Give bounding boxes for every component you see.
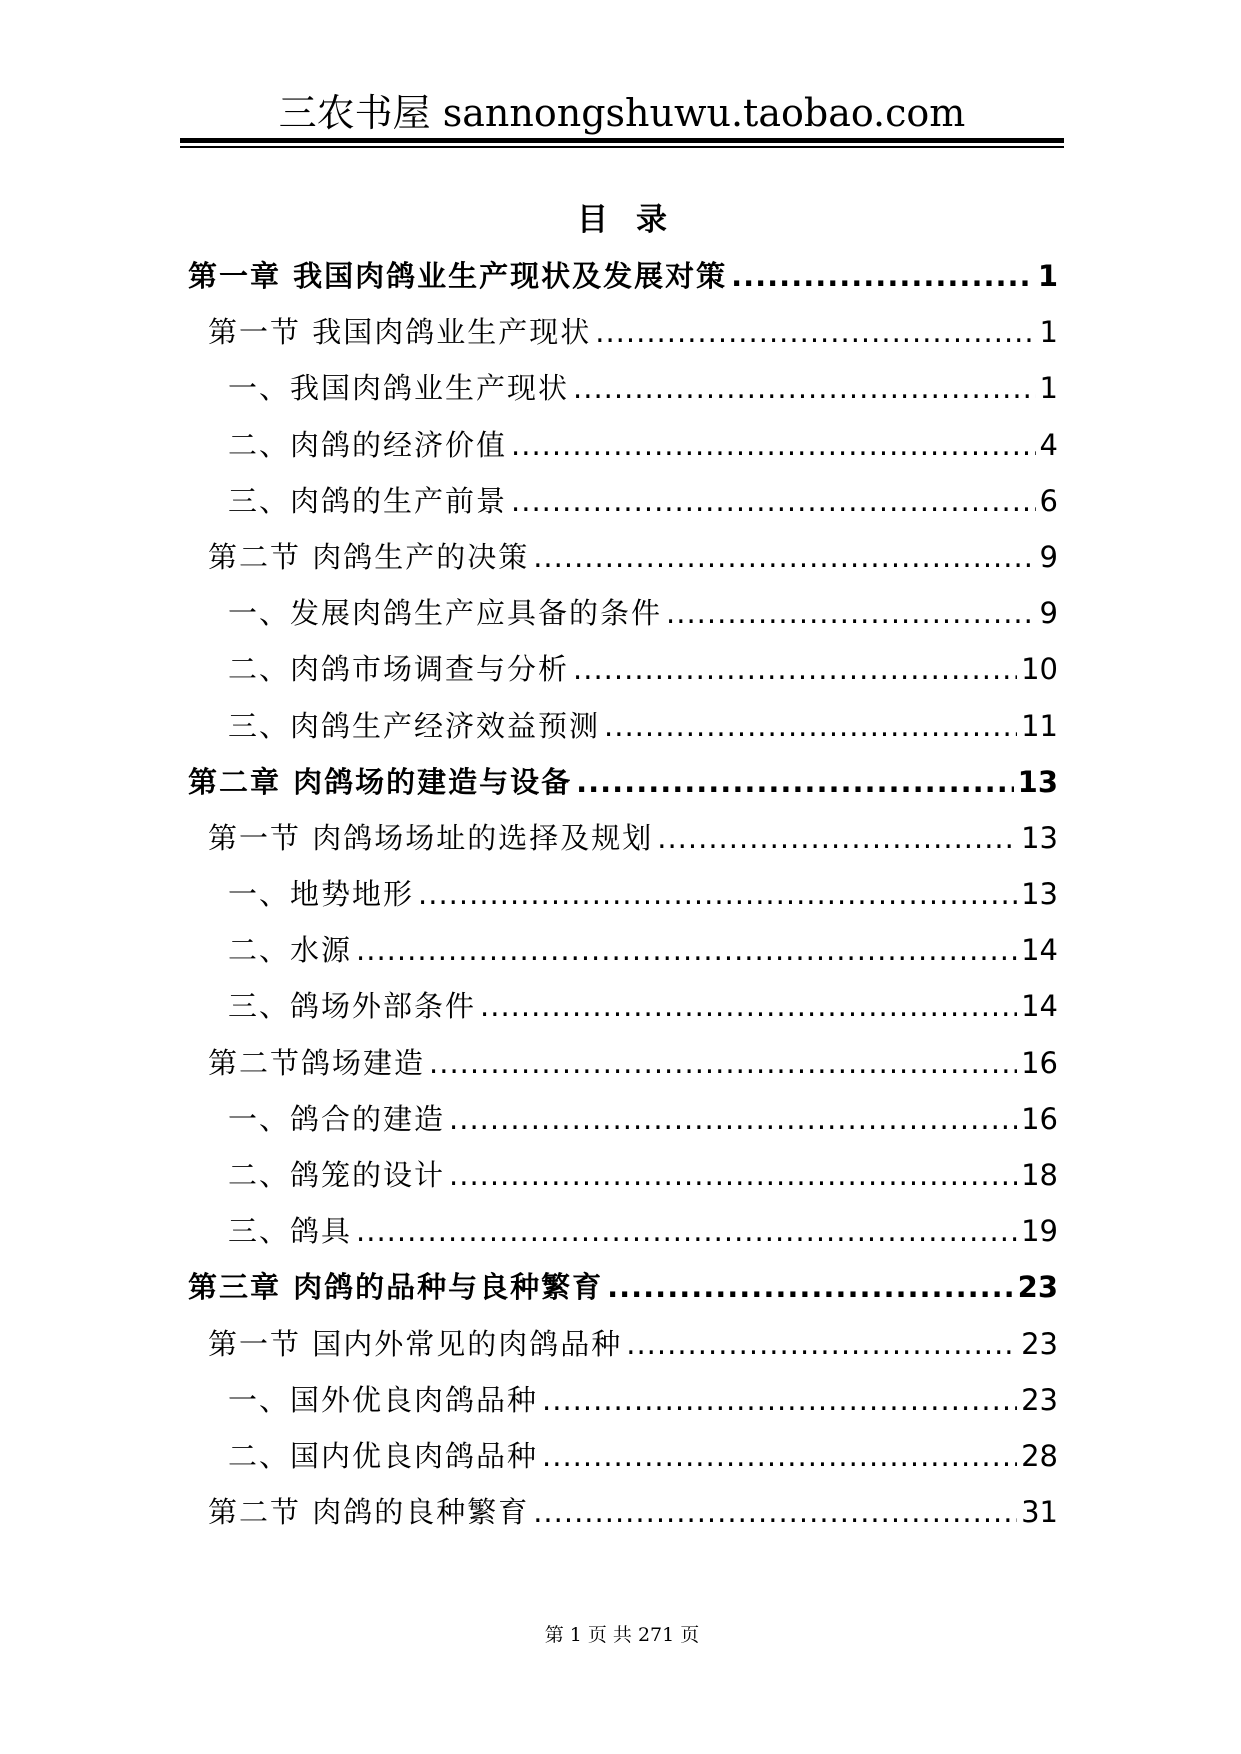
- toc-entry-page: 13: [1021, 820, 1058, 855]
- toc-entry-label: 第一节 我国肉鸽业生产现状: [208, 315, 592, 350]
- toc-entry-section[interactable]: [188, 535, 1058, 591]
- toc-entry-subsection[interactable]: [188, 423, 1058, 479]
- toc-entry-page: 23: [1021, 1382, 1058, 1417]
- toc-entry-label: 第一章 我国肉鸽业生产现状及发展对策: [188, 259, 728, 293]
- toc-entry-label: 二、肉鸽的经济价值: [228, 427, 508, 462]
- toc-entry-label: 第二章 肉鸽场的建造与设备: [188, 764, 573, 799]
- toc-entry-page: 14: [1021, 933, 1058, 968]
- toc-entry-label: 二、鸽笼的设计: [228, 1158, 446, 1192]
- toc-entry-chapter[interactable]: [188, 1265, 1058, 1321]
- toc-leader-dots: [626, 1327, 1017, 1361]
- toc-entry-label: 一、国外优良肉鸽品种: [228, 1382, 539, 1417]
- header-rule-thick: [180, 138, 1064, 143]
- toc-leader-dots: [533, 540, 1035, 574]
- page-header: 三农书屋 sannongshuwu.taobao.com: [278, 91, 966, 135]
- toc-entry-page: 16: [1021, 1101, 1058, 1136]
- toc-entry-page: 4: [1039, 427, 1058, 462]
- toc-entry-subsection[interactable]: [188, 1209, 1058, 1265]
- toc-leader-dots: [542, 1439, 1017, 1473]
- toc-leader-dots: [573, 371, 1036, 405]
- toc-entry-page: 11: [1021, 708, 1058, 743]
- toc-entry-page: 23: [1021, 1326, 1058, 1361]
- toc-entry-subsection[interactable]: [188, 1378, 1058, 1434]
- toc-entry-subsection[interactable]: [188, 984, 1058, 1040]
- toc-entry-label: 第一节 国内外常见的肉鸽品种: [208, 1326, 623, 1361]
- toc-entry-label: 第一节 肉鸽场场址的选择及规划: [208, 820, 654, 855]
- toc-entry-section[interactable]: [188, 1322, 1058, 1378]
- toc-entry-page: 9: [1039, 539, 1058, 574]
- toc-entry-label: 第二节 肉鸽生产的决策: [208, 539, 530, 574]
- toc-entry-page: 16: [1021, 1045, 1058, 1080]
- toc-entry-subsection[interactable]: [188, 872, 1058, 928]
- toc-leader-dots: [657, 821, 1017, 855]
- toc-leader-dots: [511, 484, 1036, 518]
- toc-leader-dots: [356, 933, 1017, 967]
- toc-entry-subsection[interactable]: [188, 704, 1058, 760]
- toc-leader-dots: [607, 1270, 1014, 1304]
- toc-entry-subsection[interactable]: [188, 591, 1058, 647]
- toc-entry-label: 第二节鸽场建造: [208, 1045, 426, 1080]
- toc-entry-label: 二、肉鸽市场调查与分析: [228, 652, 570, 687]
- toc-entry-section[interactable]: [188, 816, 1058, 872]
- toc-leader-dots: [731, 259, 1034, 293]
- toc-leader-dots: [418, 877, 1017, 911]
- toc-entry-label: 三、鸽具: [228, 1214, 353, 1249]
- toc-entry-page: 13: [1017, 764, 1058, 799]
- toc-entry-subsection[interactable]: [188, 366, 1058, 422]
- toc-entry-label: 一、我国肉鸽业生产现状: [228, 371, 570, 406]
- toc-entry-subsection[interactable]: [188, 1434, 1058, 1490]
- toc-entry-page: 9: [1039, 596, 1058, 631]
- toc-entry-label: 三、肉鸽的生产前景: [228, 483, 508, 518]
- toc-entry-page: 6: [1039, 483, 1058, 518]
- toc-entry-label: 一、发展肉鸽生产应具备的条件: [228, 596, 663, 631]
- toc-entry-chapter[interactable]: [188, 760, 1058, 816]
- page-footer: 第 1 页 共 271 页: [544, 1624, 700, 1646]
- toc-leader-dots: [429, 1046, 1017, 1080]
- toc-entry-label: 三、鸽场外部条件: [228, 989, 477, 1024]
- toc-leader-dots: [576, 765, 1014, 799]
- toc-leader-dots: [449, 1102, 1017, 1136]
- toc-leader-dots: [480, 989, 1017, 1023]
- toc-entry-section[interactable]: [188, 310, 1058, 366]
- toc-entry-page: 13: [1021, 877, 1058, 912]
- toc-leader-dots: [449, 1158, 1017, 1192]
- toc-entry-page: 18: [1021, 1158, 1058, 1192]
- toc-entry-subsection[interactable]: [188, 1153, 1058, 1209]
- toc-leader-dots: [511, 428, 1036, 462]
- toc-entry-page: 31: [1021, 1495, 1058, 1530]
- toc-leader-dots: [356, 1214, 1017, 1248]
- header-rule-thin: [180, 146, 1064, 148]
- toc-entry-chapter[interactable]: [188, 254, 1058, 310]
- toc-entry-label: 一、地势地形: [228, 877, 415, 912]
- toc-entry-subsection[interactable]: [188, 928, 1058, 984]
- toc-entry-page: 23: [1017, 1270, 1058, 1305]
- toc-entry-label: 第二节 肉鸽的良种繁育: [208, 1495, 530, 1530]
- toc-entry-page: 1: [1037, 259, 1058, 293]
- toc-entry-page: 1: [1039, 371, 1058, 406]
- toc-entry-label: 二、国内优良肉鸽品种: [228, 1438, 539, 1473]
- toc-entry-page: 10: [1021, 652, 1058, 687]
- toc-title: 目录: [577, 202, 695, 238]
- toc-entry-page: 1: [1039, 315, 1058, 350]
- toc-entry-label: 一、鸽合的建造: [228, 1101, 446, 1136]
- toc-leader-dots: [666, 596, 1036, 630]
- toc-leader-dots: [604, 709, 1017, 743]
- toc-leader-dots: [533, 1495, 1017, 1529]
- toc-entry-label: 第三章 肉鸽的品种与良种繁育: [188, 1270, 604, 1305]
- toc-entry-page: 19: [1021, 1214, 1058, 1249]
- toc-leader-dots: [573, 652, 1017, 686]
- toc-entry-section[interactable]: [188, 1490, 1058, 1546]
- toc-entry-subsection[interactable]: [188, 479, 1058, 535]
- toc-entry-subsection[interactable]: [188, 647, 1058, 703]
- toc-entry-page: 14: [1021, 989, 1058, 1024]
- toc-entry-section[interactable]: [188, 1041, 1058, 1097]
- toc-entry-subsection[interactable]: [188, 1097, 1058, 1153]
- toc-list: [188, 254, 1058, 1546]
- toc-leader-dots: [595, 315, 1035, 349]
- toc-entry-page: 28: [1021, 1438, 1058, 1473]
- toc-entry-label: 三、肉鸽生产经济效益预测: [228, 708, 601, 743]
- toc-entry-label: 二、水源: [228, 933, 353, 968]
- toc-leader-dots: [542, 1383, 1017, 1417]
